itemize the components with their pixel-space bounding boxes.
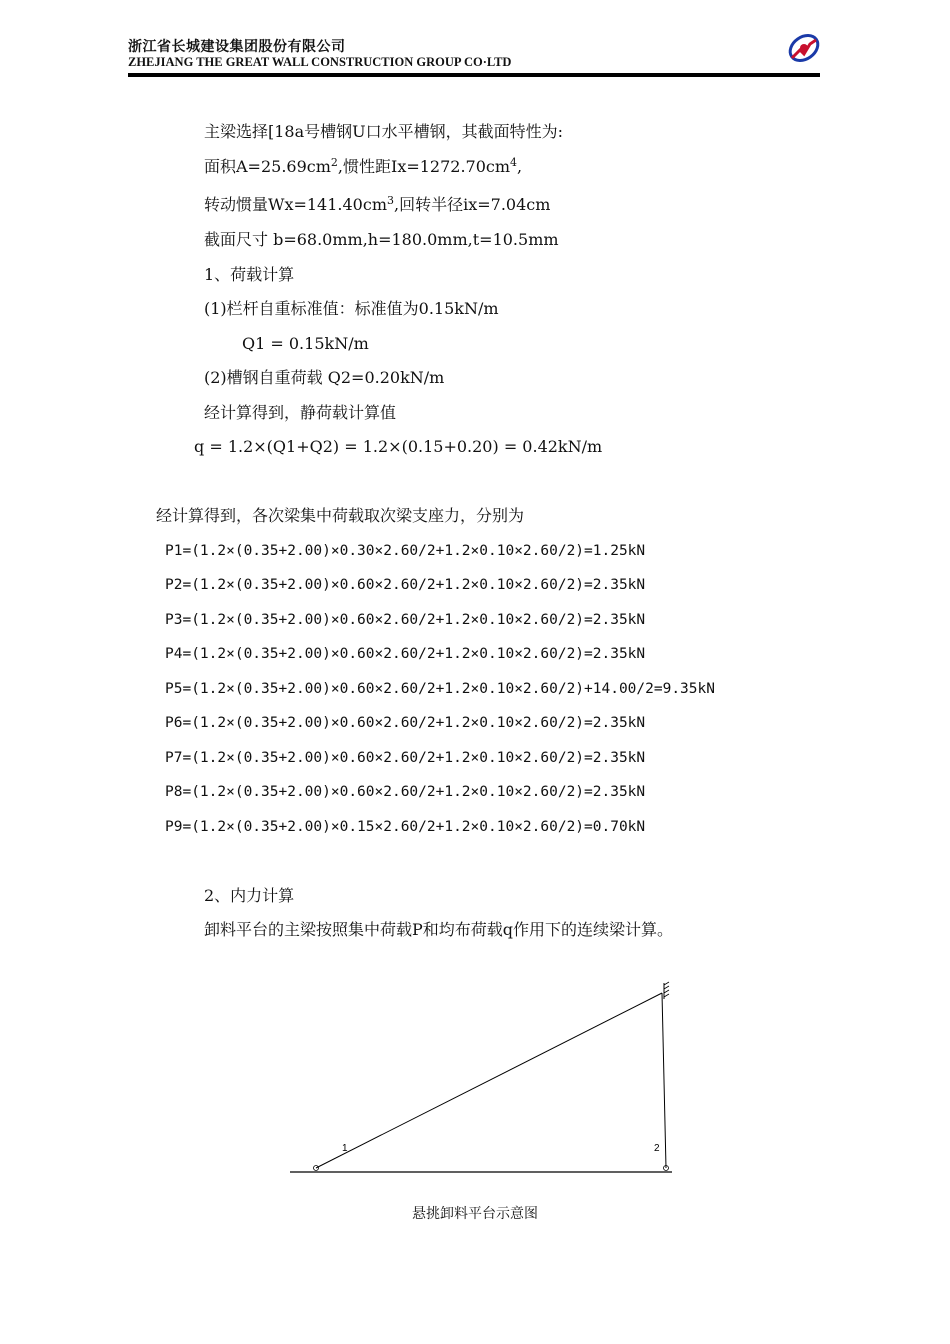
point-load-line: P3=(1.2×(0.35+2.00)×0.60×2.60/2+1.2×0.10×2.60/2)=2.35kN <box>165 612 646 628</box>
wall-line <box>662 993 666 1168</box>
point-load-line: P2=(1.2×(0.35+2.00)×0.60×2.60/2+1.2×0.10×2.60/2)=2.35kN <box>165 577 646 593</box>
company-logo-icon <box>786 30 822 66</box>
channel-load-line: (2)槽钢自重荷载 Q2=0.20kN/m <box>204 368 445 387</box>
q1-line: Q1 = 0.15kN/m <box>242 334 369 353</box>
railing-load-line: (1)栏杆自重标准值：标准值为0.15kN/m <box>204 299 499 318</box>
tie-rod-line <box>316 993 662 1168</box>
company-name-cn: 浙江省长城建设集团股份有限公司 <box>128 39 346 55</box>
header-rule <box>128 73 820 77</box>
point-load-line: P9=(1.2×(0.35+2.00)×0.15×2.60/2+1.2×0.10×2.60/2)=0.70kN <box>165 819 646 835</box>
q-formula-line: q = 1.2×(Q1+Q2) = 1.2×(0.15+0.20) = 0.42kN/m <box>194 437 603 456</box>
cantilever-platform-diagram <box>280 975 680 1185</box>
point-load-line: P7=(1.2×(0.35+2.00)×0.60×2.60/2+1.2×0.10×2.60/2)=2.35kN <box>165 750 646 766</box>
point-load-line: P5=(1.2×(0.35+2.00)×0.60×2.60/2+1.2×0.10×2.60/2)+14.00/2=9.35kN <box>165 681 715 697</box>
point-load-line: P8=(1.2×(0.35+2.00)×0.60×2.60/2+1.2×0.10×2.60/2)=2.35kN <box>165 784 646 800</box>
node-label-1: 1 <box>342 1143 348 1154</box>
beam-selection-line: 主梁选择[18a号槽钢U口水平槽钢，其截面特性为: <box>204 122 564 141</box>
point-load-line: P6=(1.2×(0.35+2.00)×0.60×2.60/2+1.2×0.10×2.60/2)=2.35kN <box>165 715 646 731</box>
point-loads-intro: 经计算得到，各次梁集中荷载取次梁支座力，分别为 <box>156 506 525 525</box>
continuous-beam-line: 卸料平台的主梁按照集中荷载P和均布荷载q作用下的连续梁计算。 <box>204 920 674 939</box>
static-load-intro: 经计算得到，静荷载计算值 <box>204 403 397 422</box>
modulus-radius-line: 转动惯量$Wx=141.40cm^3$,回转半径ix=7.04cm <box>204 194 551 214</box>
internal-force-heading: 2、内力计算 <box>204 886 295 905</box>
node-label-2: 2 <box>654 1143 660 1154</box>
area-inertia-line: 面积$A=25.69cm^2$,惯性距$Ix=1272.70cm^4$, <box>204 156 523 176</box>
point-load-line: P1=(1.2×(0.35+2.00)×0.30×2.60/2+1.2×0.10×2.60/2)=1.25kN <box>165 543 646 559</box>
load-calc-heading: 1、荷载计算 <box>204 265 295 284</box>
section-size-line: 截面尺寸 b=68.0mm,h=180.0mm,t=10.5mm <box>204 230 559 249</box>
company-name-en: ZHEJIANG THE GREAT WALL CONSTRUCTION GROUP CO·LTD <box>128 55 512 69</box>
point-load-line: P4=(1.2×(0.35+2.00)×0.60×2.60/2+1.2×0.10×2.60/2)=2.35kN <box>165 646 646 662</box>
figure-caption: 悬挑卸料平台示意图 <box>412 1206 538 1222</box>
anchor-hatch <box>664 982 669 997</box>
